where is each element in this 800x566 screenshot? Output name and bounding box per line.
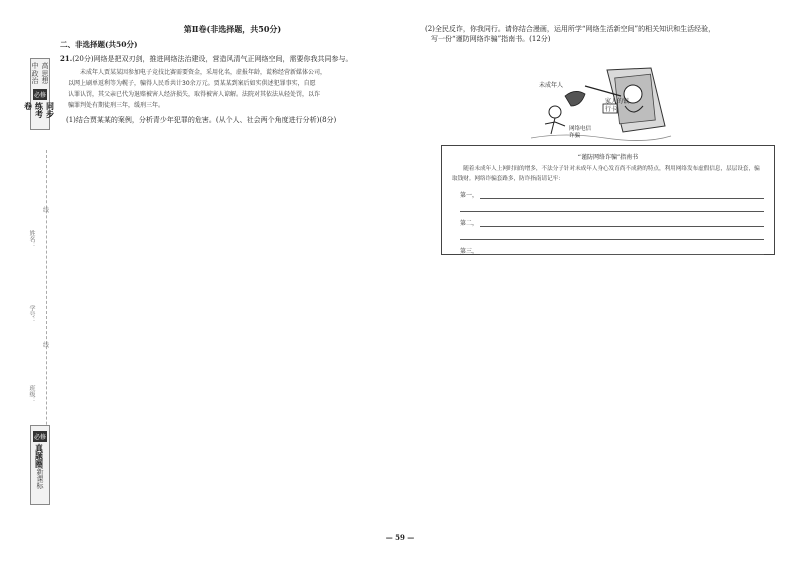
page-number: — 59 — (385, 533, 415, 542)
binding-margin (0, 0, 56, 566)
guide-row-3 (452, 246, 764, 255)
answer-line[interactable] (460, 227, 764, 240)
cut-mark: 线 (43, 207, 50, 214)
brand-line2: 新课标 (36, 468, 44, 489)
guide-row-label: 第二， (460, 220, 479, 227)
question-number: 21. (60, 54, 73, 63)
brand-logo-top (23, 58, 56, 130)
cartoon-label-minor: 未成年人 (539, 82, 564, 89)
sub-question-2-line2: 写一份“谨防网络诈骗”指南书。(12分) (431, 35, 551, 43)
guide-row-label: 第三， (460, 248, 479, 255)
guide-row-1 (452, 190, 764, 199)
brand-line1: 高中 (31, 62, 49, 69)
guide-title: “谨防网络诈骗”指南书 (577, 154, 639, 161)
material-line: 骗罪判处有期徒刑三年，缓刑三年。 (68, 102, 165, 109)
answer-line[interactable] (480, 218, 764, 227)
cartoon-drawing (525, 66, 675, 144)
material-line: 认罪认罚，其父亲已代为退赔被害人经济损失，取得被害人谅解。法院对其依法从轻处罚，以诈 (68, 91, 321, 98)
cartoon-caption: 网络电信诈骗 (569, 126, 592, 139)
brand-tag: 必修 (33, 431, 47, 442)
answer-guide-box (441, 145, 775, 255)
brand-tag: 必修 (33, 89, 47, 100)
cartoon-label-bank: 家人的银行卡 (605, 98, 630, 113)
id-field-label: 学号： (28, 305, 35, 323)
brand-line3: 同步练考卷 (23, 102, 56, 119)
material-line: 以网上刷单返利等为幌子，骗得人民币共计30余万元。贾某某到案后如实供述犯罪事实，自愿 (68, 80, 316, 87)
answer-line[interactable] (460, 199, 764, 212)
answer-line[interactable] (480, 246, 764, 255)
class-field-label: 班级： (28, 385, 35, 403)
answer-line[interactable] (480, 190, 764, 199)
question-text: (20分)网络是把双刃剑，推进网络法治建设，营造风清气正网络空间，需要你我共同参与。 (72, 55, 353, 63)
material-line: 未成年人贾某某因参加电子竞技比赛需要资金，采用化名，虚报年龄，谎称经营新媒体公司， (80, 69, 327, 76)
guide-intro: 随着未成年人上网时间的增多，不法分子针对未成年人身心发育尚不成熟的特点，利用网络发布虚假信息，层层设套，骗取钱财。网络诈骗套路多，防诈指南请记牢： (452, 166, 760, 182)
section-title: 第Ⅱ卷(非选择题，共50分) (183, 24, 282, 34)
cut-mark: 线 (43, 342, 50, 349)
sub-question-1: (1)结合贾某某的案例，分析青少年犯罪的危害。(从个人、社会两个角度进行分析)(8分) (66, 116, 337, 124)
fraud-cartoon (525, 66, 675, 144)
right-column (425, 24, 775, 44)
name-field-label: 姓名： (28, 230, 35, 248)
part-heading: 二、非选择题(共50分) (60, 40, 138, 49)
left-column (60, 24, 405, 125)
brand-line2: 思想政治 (31, 70, 49, 85)
brand-logo-bottom (30, 425, 50, 505)
brand-line1: 真题圈 (34, 444, 45, 468)
sub-question-2-line1: (2)全民反诈，你我同行。请你结合漫画，运用所学“网络生活新空间”的相关知识和生活经验， (425, 25, 716, 33)
guide-row-label: 第一， (460, 192, 479, 199)
case-material (60, 67, 405, 111)
question-21 (60, 54, 405, 64)
guide-row-2 (452, 218, 764, 227)
